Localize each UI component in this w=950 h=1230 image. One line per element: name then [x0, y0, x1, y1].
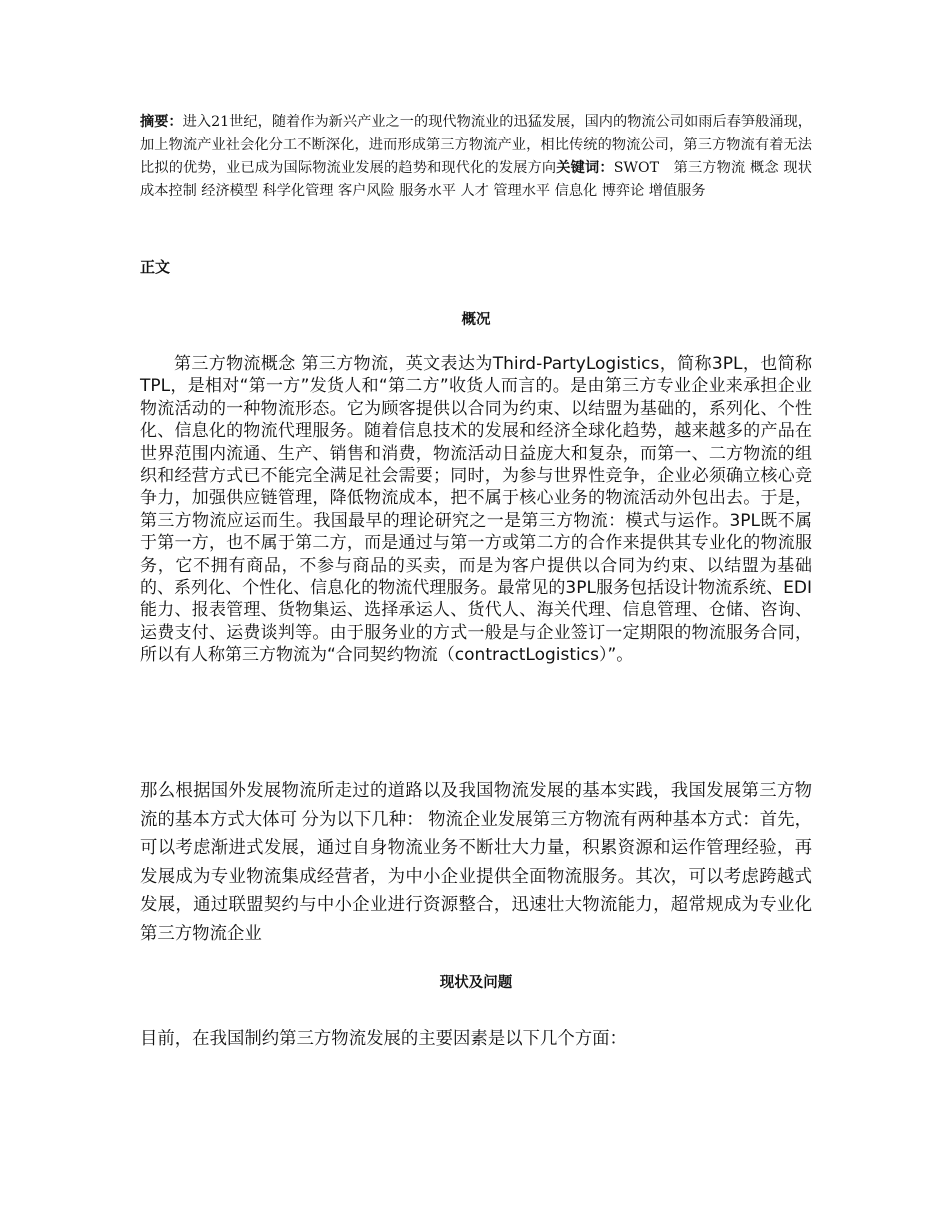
approach-paragraph: 那么根据国外发展物流所走过的道路以及我国物流发展的基本实践，我国发展第三方物流的基本方式大体可 分为以下几种： 物流企业发展第三方物流有两种基本方式：首先，可以考虑渐进式发展，通过自身物流业务不断壮大力量，积累资源和运作管理经验，再发展成为专业物流集成经营者，为中小企业提供全面物流服务。其次，可以考虑跨越式发展，通过联盟契约与中小企业进行资源整合，迅速壮大物流能力，超常规成为专业化第三方物流企业	[140, 780, 812, 943]
abstract-text: 进入21世纪，随着作为新兴产业之一的现代物流业的迅猛发展，国内的物流公司如雨后春笋般涌现，加上物流产业社会化分工不断深化，进而形成第三方物流产业，相比传统的物流公司，第三方物流有着无法比拟的优势，业已成为国际物流业发展的趋势和现代化的发展方向	[140, 114, 812, 176]
keywords-text: SWOT 第三方物流 概念 现状 成本控制 经济模型 科学化管理 客户风险 服务水平 人才 管理水平 信息化 博弈论 增值服务	[140, 160, 812, 199]
keywords-label: 关键词：	[556, 160, 614, 176]
body-label: 正文	[140, 258, 171, 276]
overview-heading: 概况	[461, 312, 491, 328]
overview-paragraph: 第三方物流概念 第三方物流，英文表达为Third-PartyLogistics，简称3PL，也简称TPL，是相对“第一方”发货人和“第二方”收货人而言的。是由第三方专业企业来承担企业物流活动的一种物流形态。它为顾客提供以合同为约束、以结盟为基础的，系列化、个性化、信息化的物流代理服务。随着信息技术的发展和经济全球化趋势，越来越多的产品在世界范围内流通、生产、销售和消费，物流活动日益庞大和复杂，而第一、二方物流的组织和经营方式已不能完全满足社会需要；同时，为参与世界性竞争，企业必须确立核心竞争力，加强供应链管理，降低物流成本，把不属于核心业务的物流活动外包出去。于是，第三方物流应运而生。我国最早的理论研究之一是第三方物流：模式与运作。3PL既不属于第一方，也不属于第二方，而是通过与第一方或第二方的合作来提供其专业化的物流服务，它不拥有商品，不参与商品的买卖，而是为客户提供以合同为约束、以结盟为基础的、系列化、个性化、信息化的物流代理服务。最常见的3PL服务包括设计物流系统、EDI能力、报表管理、货物集运、选择承运人、货代人、海关代理、信息管理、仓储、咨询、运费支付、运费谈判等。由于服务业的方式一般是与企业签订一定期限的物流服务合同，所以有人称第三方物流为“合同契约物流（contractLogistics）”。	[140, 354, 812, 666]
status-heading: 现状及问题	[439, 975, 513, 991]
abstract-label: 摘要：	[140, 114, 183, 130]
status-paragraph: 目前，在我国制约第三方物流发展的主要因素是以下几个方面：	[140, 1028, 627, 1048]
abstract-block	[140, 111, 812, 203]
